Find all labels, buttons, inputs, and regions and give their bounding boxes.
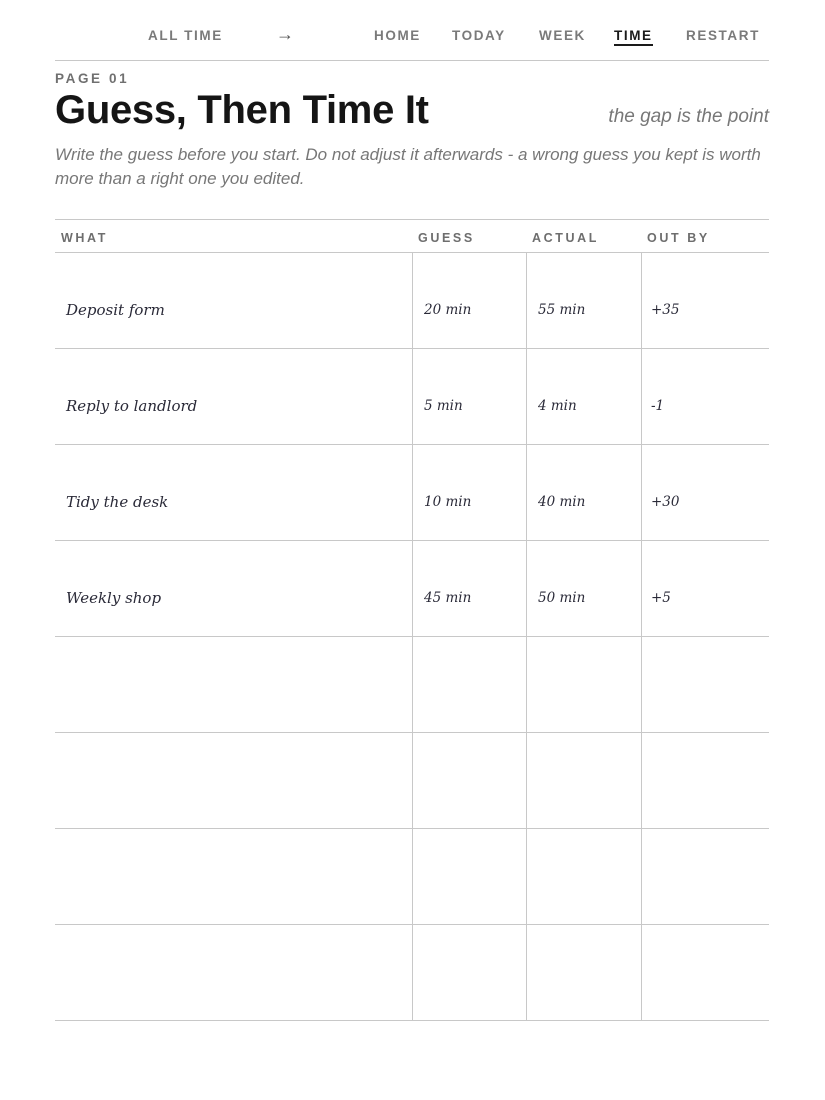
header-divider bbox=[55, 60, 769, 61]
nav-restart[interactable]: RESTART bbox=[686, 28, 760, 43]
cell-guess[interactable] bbox=[412, 925, 526, 1020]
cell-guess[interactable]: 5 min bbox=[412, 349, 526, 444]
top-nav bbox=[0, 0, 825, 60]
header-guess: GUESS bbox=[418, 231, 475, 245]
cell-guess[interactable]: 20 min bbox=[412, 253, 526, 348]
cell-what[interactable] bbox=[55, 637, 412, 732]
cell-actual[interactable] bbox=[526, 637, 641, 732]
cell-out-by[interactable] bbox=[641, 829, 769, 924]
table-row bbox=[55, 733, 769, 829]
cell-what[interactable] bbox=[55, 733, 412, 828]
cell-what[interactable] bbox=[55, 829, 412, 924]
table-body bbox=[55, 253, 769, 1021]
page-label: PAGE 01 bbox=[55, 71, 130, 86]
cell-guess[interactable] bbox=[412, 733, 526, 828]
page-title: Guess, Then Time It bbox=[55, 88, 429, 132]
cell-actual[interactable] bbox=[526, 733, 641, 828]
cell-what[interactable]: Deposit form bbox=[66, 301, 165, 319]
cell-guess[interactable]: 45 min bbox=[412, 541, 526, 636]
cell-out-by[interactable] bbox=[641, 733, 769, 828]
cell-actual[interactable]: 50 min bbox=[526, 541, 641, 636]
header-actual: ACTUAL bbox=[532, 231, 599, 245]
nav-time[interactable]: TIME bbox=[614, 28, 653, 46]
page-intro: Write the guess before you start. Do not adjust it afterwards - a wrong guess you kept is worth more than a right one you edited. bbox=[55, 145, 761, 188]
cell-actual[interactable] bbox=[526, 925, 641, 1020]
cell-out-by[interactable]: +30 bbox=[641, 445, 769, 540]
nav-all-time[interactable]: ALL TIME bbox=[148, 28, 223, 43]
cell-out-by[interactable]: +35 bbox=[641, 253, 769, 348]
cell-out-by[interactable]: +5 bbox=[641, 541, 769, 636]
page-tagline: the gap is the point bbox=[608, 106, 769, 127]
cell-what[interactable]: Weekly shop bbox=[66, 589, 162, 607]
cell-out-by[interactable] bbox=[641, 637, 769, 732]
cell-actual[interactable]: 40 min bbox=[526, 445, 641, 540]
time-table bbox=[55, 219, 769, 1021]
cell-guess[interactable] bbox=[412, 637, 526, 732]
table-row bbox=[55, 829, 769, 925]
table-row bbox=[55, 925, 769, 1021]
table-row bbox=[55, 541, 769, 637]
header-out-by: OUT BY bbox=[647, 231, 710, 245]
table-row bbox=[55, 253, 769, 349]
cell-actual[interactable] bbox=[526, 829, 641, 924]
arrow-right-icon[interactable]: → bbox=[276, 24, 294, 44]
header-what: WHAT bbox=[61, 231, 108, 245]
cell-what[interactable]: Reply to landlord bbox=[66, 397, 198, 415]
cell-what[interactable] bbox=[55, 925, 412, 1020]
cell-guess[interactable] bbox=[412, 829, 526, 924]
cell-out-by[interactable] bbox=[641, 925, 769, 1020]
nav-today[interactable]: TODAY bbox=[452, 28, 506, 43]
cell-guess[interactable]: 10 min bbox=[412, 445, 526, 540]
cell-out-by[interactable]: -1 bbox=[641, 349, 769, 444]
table-row bbox=[55, 349, 769, 445]
cell-what[interactable]: Tidy the desk bbox=[66, 493, 169, 511]
nav-home[interactable]: HOME bbox=[374, 28, 421, 43]
table-row bbox=[55, 637, 769, 733]
table-header bbox=[55, 219, 769, 253]
cell-actual[interactable]: 55 min bbox=[526, 253, 641, 348]
table-row bbox=[55, 445, 769, 541]
cell-actual[interactable]: 4 min bbox=[526, 349, 641, 444]
nav-week[interactable]: WEEK bbox=[539, 28, 586, 43]
